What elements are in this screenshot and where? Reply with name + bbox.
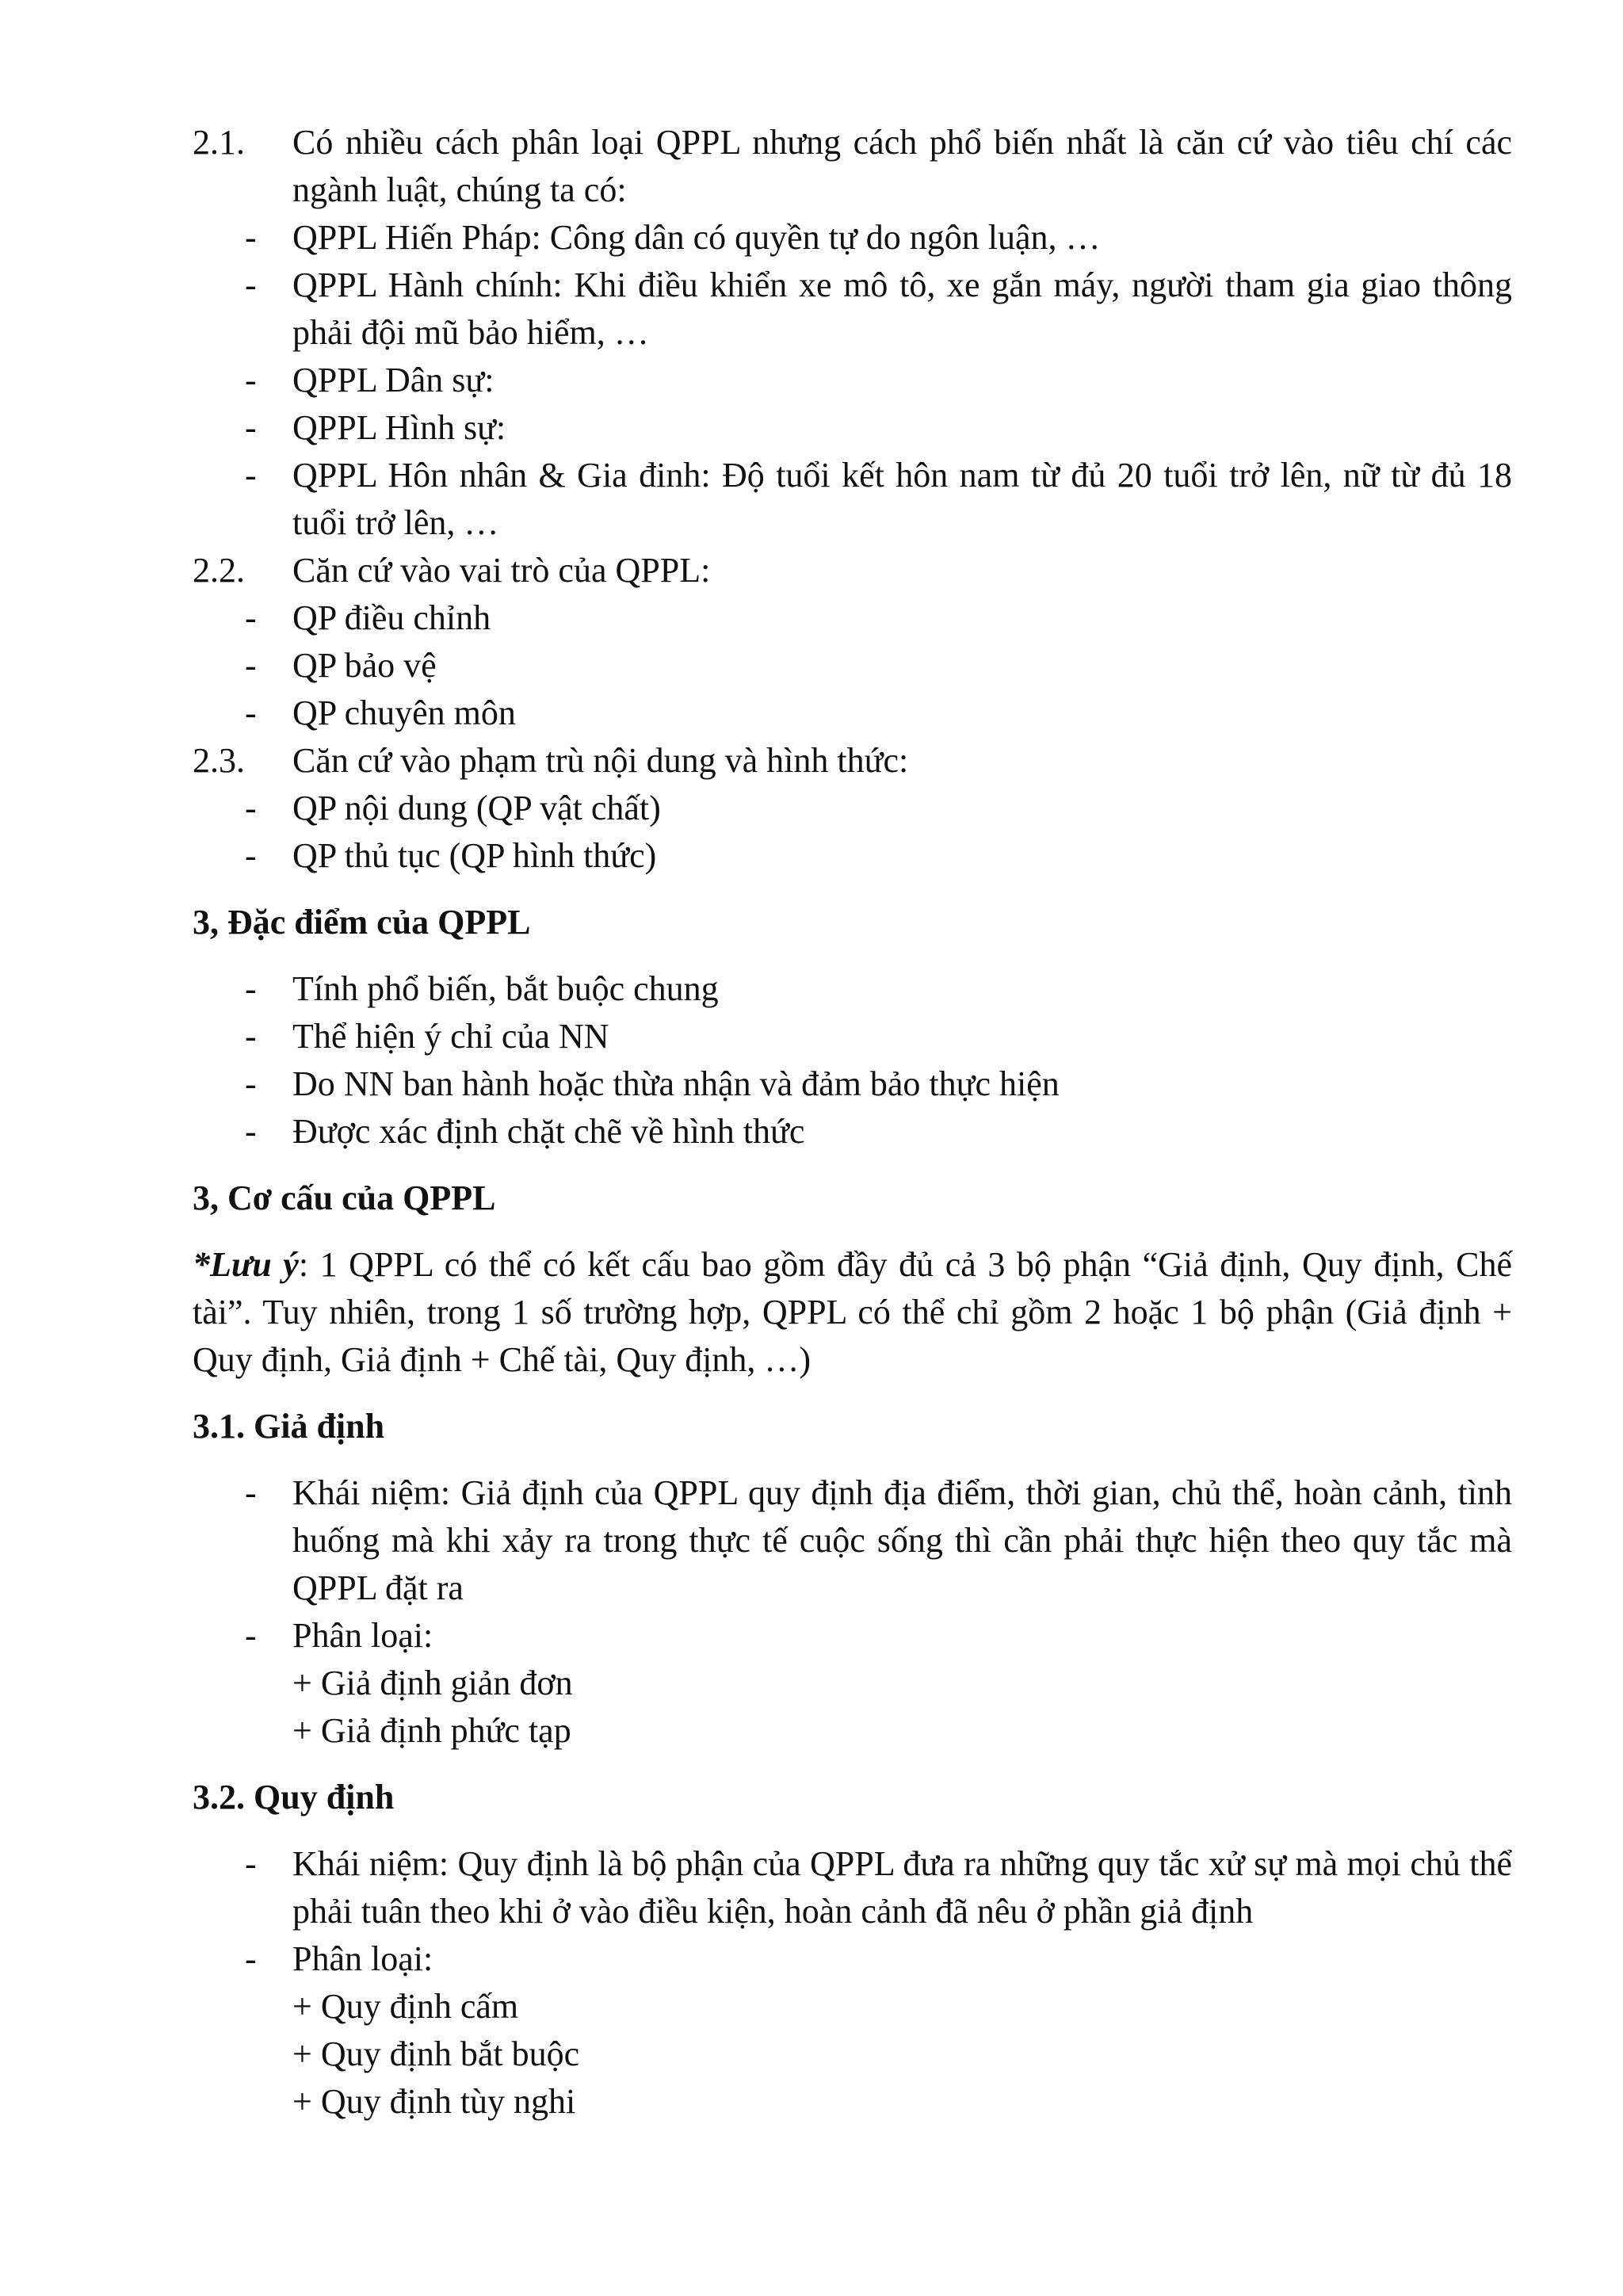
list-item xyxy=(193,357,1512,404)
bullet-dash: - xyxy=(245,1616,257,1655)
list-item xyxy=(193,785,1512,832)
list-item-text: QP nội dung (QP vật chất) xyxy=(292,789,661,827)
bullet-dash: - xyxy=(245,789,257,827)
section-heading-features: 3, Đặc điểm của QPPL xyxy=(193,903,531,942)
sub-list-item: + Quy định cấm xyxy=(292,1987,519,2026)
list-item-text: Tính phổ biến, bắt buộc chung xyxy=(292,969,719,1008)
bullet-dash: - xyxy=(245,836,257,875)
list-item-text: Khái niệm: Giả định của QPPL quy định địa điểm, thời gian, chủ thể, hoàn cảnh, tình huống mà khi xảy ra trong thực tế cuộc sống thì cần phải thực hiện theo quy tắc mà QPPL đặt ra xyxy=(292,1473,1512,1607)
list-item-text: Được xác định chặt chẽ về hình thức xyxy=(292,1112,805,1151)
item-number: 2.3. xyxy=(193,741,245,780)
list-item xyxy=(193,642,1512,690)
sub-list-item: + Quy định bắt buộc xyxy=(292,2034,580,2073)
list-item-text: QPPL Hình sự: xyxy=(292,408,506,447)
list-item xyxy=(193,594,1512,642)
list-item xyxy=(193,1840,1512,1935)
numbered-item-2-2 xyxy=(193,547,1512,594)
bullet-dash: - xyxy=(245,456,257,495)
bullet-dash: - xyxy=(245,1017,257,1056)
numbered-item-2-1 xyxy=(193,119,1512,214)
list-item xyxy=(193,1935,1512,1983)
list-item-text: QP điều chỉnh xyxy=(292,598,491,637)
list-item xyxy=(193,1108,1512,1156)
list-item-text: QPPL Hành chính: Khi điều khiển xe mô tô, xe gắn máy, người tham gia giao thông phải đội mũ bảo hiểm, … xyxy=(292,266,1512,352)
list-item-text: QPPL Hiến Pháp: Công dân có quyền tự do ngôn luận, … xyxy=(292,218,1101,257)
list-item xyxy=(193,965,1512,1013)
list-item-text: Khái niệm: Quy định là bộ phận của QPPL đưa ra những quy tắc xử sự mà mọi chủ thể phải tuân theo khi ở vào điều kiện, hoàn cảnh đã nêu ở phần giả định xyxy=(292,1844,1512,1931)
list-item xyxy=(193,404,1512,452)
note-text: : 1 QPPL có thể có kết cấu bao gồm đầy đủ cả 3 bộ phận “Giả định, Quy định, Chế tài”. Tuy nhiên, trong 1 số trường hợp, QPPL có thể chỉ gồm 2 hoặc 1 bộ phận (Giả định + Quy định, Giả định + Chế tài, Quy định, …) xyxy=(193,1245,1512,1379)
section-heading-assumption: 3.1. Giả định xyxy=(193,1407,385,1446)
list-item-text: QPPL Dân sự: xyxy=(292,361,495,399)
bullet-dash: - xyxy=(245,266,257,304)
list-item-text: QP bảo vệ xyxy=(292,646,437,685)
list-item xyxy=(193,832,1512,880)
note-label: *Lưu ý xyxy=(193,1245,299,1284)
list-item xyxy=(193,262,1512,357)
item-text: Căn cứ vào phạm trù nội dung và hình thức: xyxy=(292,741,909,780)
bullet-dash: - xyxy=(245,1473,257,1512)
numbered-item-2-3 xyxy=(193,737,1512,785)
item-text: Có nhiều cách phân loại QPPL nhưng cách phổ biến nhất là căn cứ vào tiêu chí các ngành luật, chúng ta có: xyxy=(292,123,1512,209)
bullet-dash: - xyxy=(245,408,257,447)
sub-list-item: + Giả định giản đơn xyxy=(292,1664,573,1702)
bullet-dash: - xyxy=(245,1064,257,1103)
bullet-dash: - xyxy=(245,646,257,685)
list-item-text: QP chuyên môn xyxy=(292,693,516,732)
list-item xyxy=(193,1060,1512,1108)
list-item-text: QPPL Hôn nhân & Gia đinh: Độ tuổi kết hôn nam từ đủ 20 tuổi trở lên, nữ từ đủ 18 tuổi trở lên, … xyxy=(292,456,1512,542)
list-item-text: QP thủ tục (QP hình thức) xyxy=(292,836,657,875)
list-item xyxy=(193,1013,1512,1060)
bullet-dash: - xyxy=(245,693,257,732)
list-item-text: Phân loại: xyxy=(292,1616,433,1655)
list-item-text: Thể hiện ý chỉ của NN xyxy=(292,1017,609,1056)
section-heading-structure: 3, Cơ cấu của QPPL xyxy=(193,1179,496,1217)
bullet-dash: - xyxy=(245,361,257,399)
list-item xyxy=(193,452,1512,547)
sub-list-item: + Quy định tùy nghi xyxy=(292,2082,576,2121)
list-item xyxy=(193,214,1512,262)
item-number: 2.2. xyxy=(193,551,245,590)
bullet-dash: - xyxy=(245,1939,257,1978)
list-item-text: Do NN ban hành hoặc thừa nhận và đảm bảo thực hiện xyxy=(292,1064,1060,1103)
list-item xyxy=(193,690,1512,737)
document-page xyxy=(193,119,1512,2126)
item-text: Căn cứ vào vai trò của QPPL: xyxy=(292,551,711,590)
list-item xyxy=(193,1612,1512,1660)
section-heading-provision: 3.2. Quy định xyxy=(193,1778,395,1817)
bullet-dash: - xyxy=(245,218,257,257)
sub-list-item: + Giả định phức tạp xyxy=(292,1711,571,1750)
bullet-dash: - xyxy=(245,1844,257,1883)
bullet-dash: - xyxy=(245,1112,257,1151)
bullet-dash: - xyxy=(245,969,257,1008)
note-paragraph xyxy=(193,1241,1512,1384)
bullet-dash: - xyxy=(245,598,257,637)
list-item-text: Phân loại: xyxy=(292,1939,433,1978)
item-number: 2.1. xyxy=(193,123,245,162)
list-item xyxy=(193,1469,1512,1612)
